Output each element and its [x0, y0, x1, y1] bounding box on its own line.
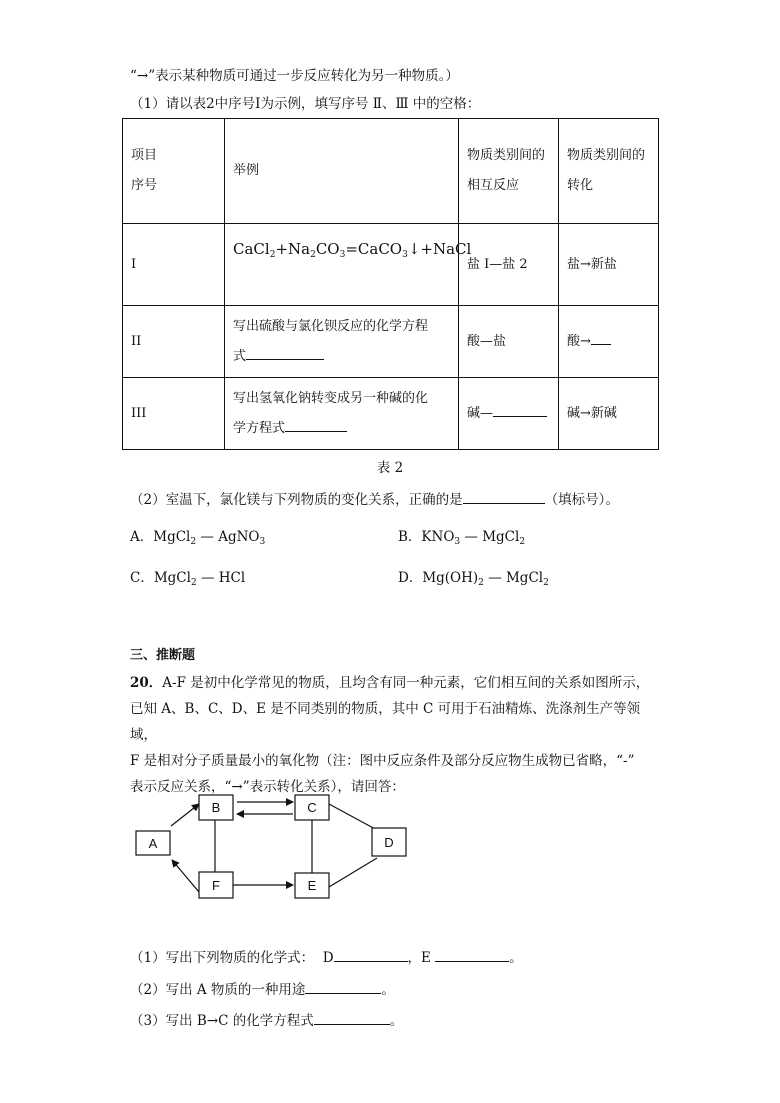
row1-equation: $CaCl_2+Na_2CO_3=CaCO_3↓+NaCl$	[225, 224, 459, 306]
node-b-label: B	[211, 800, 221, 815]
row3-example-blank[interactable]	[285, 417, 347, 432]
header-mutual-1: 物质类别间的	[467, 148, 546, 163]
arrow-f-to-a	[172, 860, 199, 892]
header-mutual-2: 相互反应	[467, 178, 520, 193]
q2-answer-blank[interactable]	[463, 489, 545, 504]
header-index: 序号	[131, 178, 158, 193]
row2-mutual: 酸—盐	[459, 306, 559, 378]
row2-convert-blank[interactable]	[591, 330, 611, 345]
row1-mutual: 盐 I—盐 2	[459, 224, 559, 306]
q2-option-c[interactable]: C．MgCl$_2$ — HCl	[130, 570, 246, 588]
row2-example-blank[interactable]	[246, 345, 324, 360]
header-example: 举例	[233, 163, 260, 178]
header-convert-1: 物质类别间的	[567, 148, 646, 163]
q2-option-a[interactable]: A．MgCl$_2$ — AgNO$_3$	[130, 529, 266, 547]
row3-mutual-blank[interactable]	[493, 402, 547, 417]
relationship-diagram	[125, 790, 415, 910]
q20-sub3: （3）写出 B→C 的化学方程式 。	[130, 1010, 403, 1031]
row2-convert: 酸→	[559, 306, 659, 378]
q2-option-b[interactable]: B．$KNO_3$ — MgCl$_2$	[398, 529, 526, 547]
row3-mutual: 碱—	[459, 378, 559, 450]
row2-example-2: 式	[233, 342, 450, 372]
row1-convert: 盐→新盐	[559, 224, 659, 306]
row2-example-1: 写出硫酸与氯化钡反应的化学方程	[233, 318, 429, 334]
q20-line-4: 表示反应关系，“→”表示转化关系），请回答：	[130, 779, 405, 795]
node-c-label: C	[307, 800, 317, 815]
q20-line-2: 已知 A、B、C、D、E 是不同类别的物质，其中 C 可用于石油精炼、洗涤剂生产等领域，	[130, 701, 641, 743]
table-header-row	[123, 119, 659, 224]
line-c-d	[329, 804, 377, 830]
table-caption: 表 2	[376, 460, 404, 476]
q20-sub2: （2）写出 A 物质的一种用途 。	[130, 979, 395, 1000]
arrow-a-to-b	[171, 804, 199, 826]
table-2	[122, 118, 659, 450]
node-f-label: F	[212, 878, 220, 893]
q2-option-d[interactable]: D．$Mg(OH)_2$ — MgCl$_2$	[398, 570, 549, 588]
line-e-d	[329, 858, 377, 887]
q20-line-3: F 是相对分子质量最小的氧化物（注：图中反应条件及部分反应物生成物已省略，“-”	[130, 753, 635, 769]
table-row	[123, 224, 659, 306]
row3-example-2: 学方程式	[233, 414, 450, 444]
q20-use-blank[interactable]	[305, 979, 381, 994]
q20-number: 20．	[130, 675, 163, 691]
q20-e-blank[interactable]	[435, 947, 509, 962]
intro-text: “→”表示某种物质可通过一步反应转化为另一种物质。）	[130, 68, 459, 84]
header-item: 项目	[131, 148, 158, 163]
section-3-heading: 三、推断题	[130, 648, 196, 663]
table-row	[123, 378, 659, 450]
header-convert-2: 转化	[567, 178, 594, 193]
q20-sub1: （1）写出下列物质的化学式： D ，E 。	[130, 947, 523, 968]
q20-equation-blank[interactable]	[314, 1010, 390, 1025]
row3-convert: 碱→新碱	[559, 378, 659, 450]
node-a-label: A	[148, 836, 158, 851]
node-d-label: D	[384, 835, 394, 850]
q2-prompt: （2）室温下，氯化镁与下列物质的变化关系，正确的是 （填标号）。	[130, 489, 619, 510]
row3-example-1: 写出氢氧化钠转变成另一种碱的化	[233, 390, 429, 406]
row2-index: II	[123, 306, 225, 378]
q20-d-blank[interactable]	[334, 947, 408, 962]
q20-stem: 20．A-F 是初中化学常见的物质，且均含有同一种元素，它们相互间的关系如图所示， 已知 A、B、C、D、E 是不同类别的物质，其中 C 可用于石油精炼、洗涤剂生产等领域， F 是相对分子质量最小的氧化物（注：图中反应条件及部分反应物生成物已省略，“-” 表示反应关系，“→”表示转化关系），请回答：	[130, 670, 650, 800]
row3-index: III	[123, 378, 225, 450]
table-row	[123, 306, 659, 378]
node-e-label: E	[307, 878, 317, 893]
row1-index: I	[123, 224, 225, 306]
q1-instruction: （1）请以表2中序号Ⅰ为示例，填写序号 Ⅱ、Ⅲ 中的空格：	[130, 96, 481, 112]
